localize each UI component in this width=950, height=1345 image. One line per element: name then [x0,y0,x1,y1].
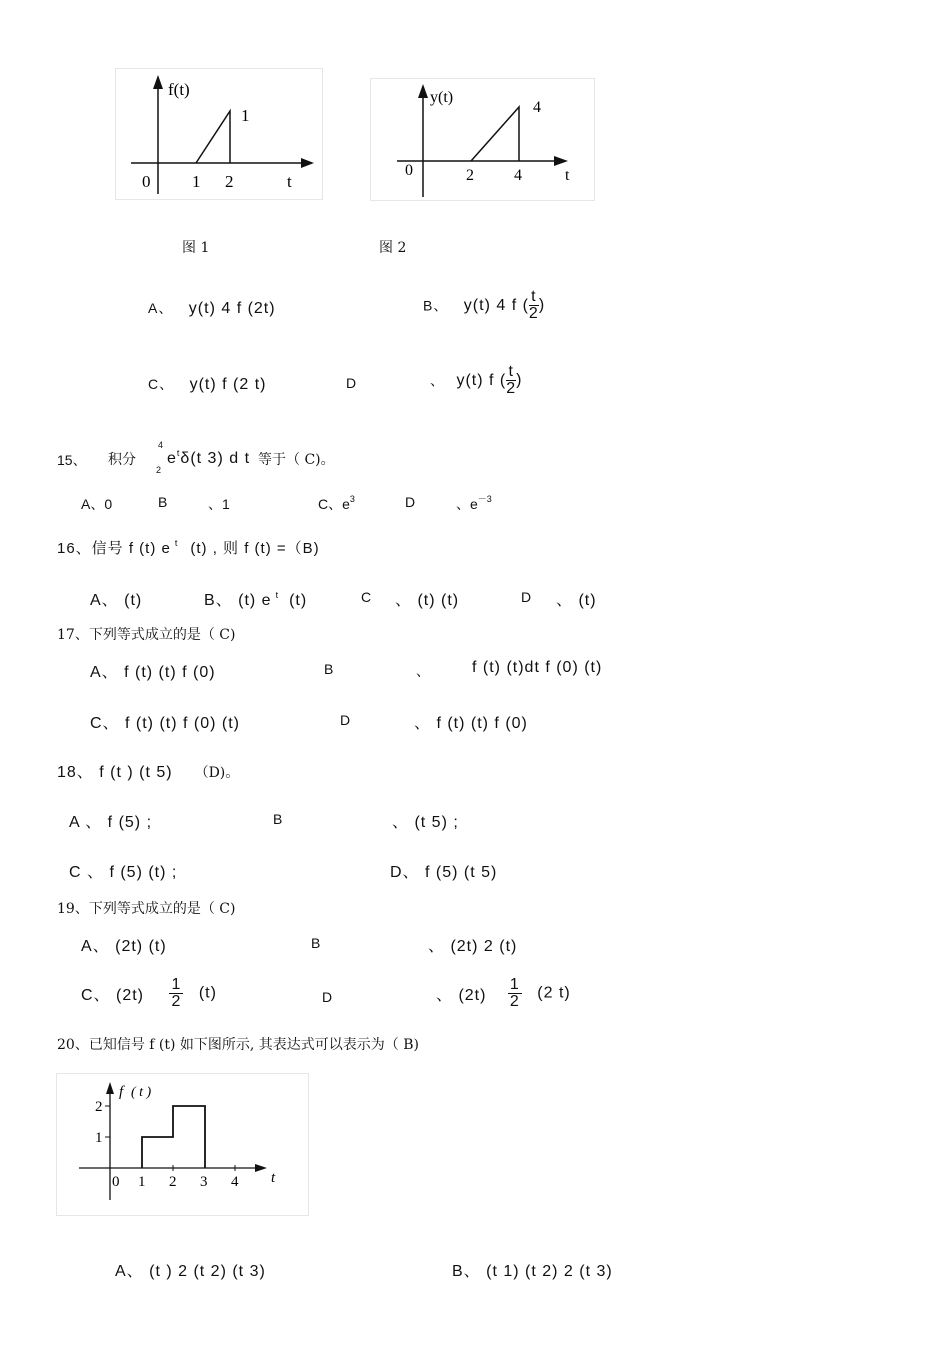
q14-option-a-label: A、 [148,300,174,316]
q16-option-b: B、 (t) e $^t$ (t) [204,590,308,609]
figure-2-tick-4: 4 [514,167,522,184]
q14-option-d-expr: y(t) f ( [456,371,507,389]
figure-3-xlabel: t [271,1170,276,1186]
figure-2-tick-0: 0 [405,162,413,179]
figure-1-tick-1: 1 [192,172,201,191]
q17-stem: 17、下列等式成立的是（ C) [57,627,236,643]
figure-1 [115,68,323,200]
figure-2 [370,78,595,201]
q14-option-b-expr: y(t) 4 f ( [463,296,529,314]
q19-option-c: C、 (2t) $\frac{1}{2}$ (t) [81,976,217,1010]
q17-option-b: f (t) (t)dt f (0) (t) [472,659,603,676]
q15-option-b: 、1 [208,496,230,512]
q15-integrand: $e^t\delta(t$ 3) d t [167,448,251,467]
figure-3-xtick-3: 3 [200,1174,208,1190]
q19-option-b-label: B [311,935,321,951]
q16-option-d: 、 (t) [556,592,597,609]
q19-option-a: A、 (2t) (t) [81,938,167,955]
q16-option-c-label: C [361,589,372,605]
figure-2-ylabel: y(t) [430,89,454,106]
q16-option-d-label: D [521,589,532,605]
figure-3 [56,1073,309,1216]
q15-integral-upper: 4 [158,440,164,450]
q14-option-d: 、 y(t) f ( $\frac{t}{2}$ ) [430,363,523,397]
q15-option-c: C、$e^3$ [318,494,355,512]
figure-3-plot [57,1074,308,1215]
figure-1-plot [116,69,322,199]
q17-option-a: A、 f (t) (t) f (0) [90,664,216,681]
q14-option-b-label: B、 [423,297,449,314]
q19-option-d-fraction: $\frac{1}{2}$ [509,976,520,1010]
q15-number: 15、 [57,452,87,468]
figure-1-tick-2: 2 [225,172,234,191]
figure-3-xtick-2: 2 [169,1174,177,1190]
q14-option-d-fraction: $\frac{t}{2}$ [506,363,517,397]
figure-2-xlabel: t [565,167,570,184]
q14-option-b-fraction: $\frac{t}{2}$ [528,288,539,322]
q14-option-c-label: C、 [148,376,175,392]
q16-option-c: 、 (t) (t) [395,592,460,609]
figure-2-caption: 图 2 [379,240,407,256]
figure-2-tick-2: 2 [466,167,474,184]
q20-option-b: B、 (t 1) (t 2) 2 (t 3) [452,1263,613,1280]
q18-option-d: D、 f (5) (t 5) [390,864,498,881]
q15-text: 积分 [108,452,136,468]
q18-option-b: 、 (t 5) ; [392,814,459,831]
q14-option-c-expr: y(t) f (2 t) [189,376,267,393]
q15-tail: 等于（ C)。 [258,452,335,468]
figure-3-ytick-2: 2 [95,1099,103,1115]
figure-2-peak-label: 4 [533,99,541,116]
q16-option-a: A、 (t) [90,592,143,609]
q16-stem: 16、信号 f (t) e $^t$ (t) , 则 f (t) =（B) [57,538,320,557]
figure-2-plot [371,79,594,200]
q14-option-a [148,298,276,318]
q18-option-b-label: B [273,811,283,827]
q15-option-b-label: B [158,494,168,510]
q14-option-b: B、 y(t) 4 f ( $\frac{t}{2}$ ) [423,288,546,322]
figure-3-ytick-1: 1 [95,1130,103,1146]
q18-option-a: A 、 f (5) ; [69,814,153,831]
q14-option-a-expr: y(t) 4 f (2t) [188,300,276,317]
q19-stem: 19、下列等式成立的是（ C) [57,901,236,917]
q17-option-c: C、 f (t) (t) f (0) (t) [90,715,240,732]
q18-stem: 18、 f (t ) (t 5) （D)。 [57,764,240,781]
figure-1-caption: 图 1 [182,240,210,256]
figure-1-ylabel: f(t) [168,80,190,99]
figure-1-tick-0: 0 [142,172,151,191]
q17-option-d-label: D [340,712,351,728]
figure-3-xtick-4: 4 [231,1174,239,1190]
q14-option-d-label: D [346,375,357,391]
q20-stem: 20、已知信号 f (t) 如下图所示, 其表达式可以表示为（ B) [57,1037,419,1053]
q15-option-d: 、$e^{-3}$ [456,494,492,512]
q17-option-b-label: B [324,661,334,677]
q17-option-d: 、 f (t) (t) f (0) [414,715,528,732]
q15-option-d-label: D [405,494,416,510]
q18-option-c: C 、 f (5) (t) ; [69,864,178,881]
q15-integral-lower: 2 [156,465,162,475]
q19-option-d: 、 (2t) $\frac{1}{2}$ (2 t) [436,976,571,1010]
q19-option-b: 、 (2t) 2 (t) [428,938,518,955]
figure-1-xlabel: t [287,172,292,191]
q17-option-b-sep: 、 [416,663,430,679]
figure-3-xtick-0: 0 [112,1174,120,1190]
q20-option-a: A、 (t ) 2 (t 2) (t 3) [115,1263,266,1280]
figure-3-xtick-1: 1 [138,1174,146,1190]
q19-option-c-fraction: $\frac{1}{2}$ [171,976,182,1010]
q14-option-c [148,374,266,394]
q19-option-d-label: D [322,989,333,1005]
q15-option-a: A、0 [81,496,113,512]
figure-3-ylabel-f: f [119,1084,124,1100]
figure-3-ylabel-t: ( t ) [131,1085,152,1100]
figure-1-peak-label: 1 [241,106,250,125]
